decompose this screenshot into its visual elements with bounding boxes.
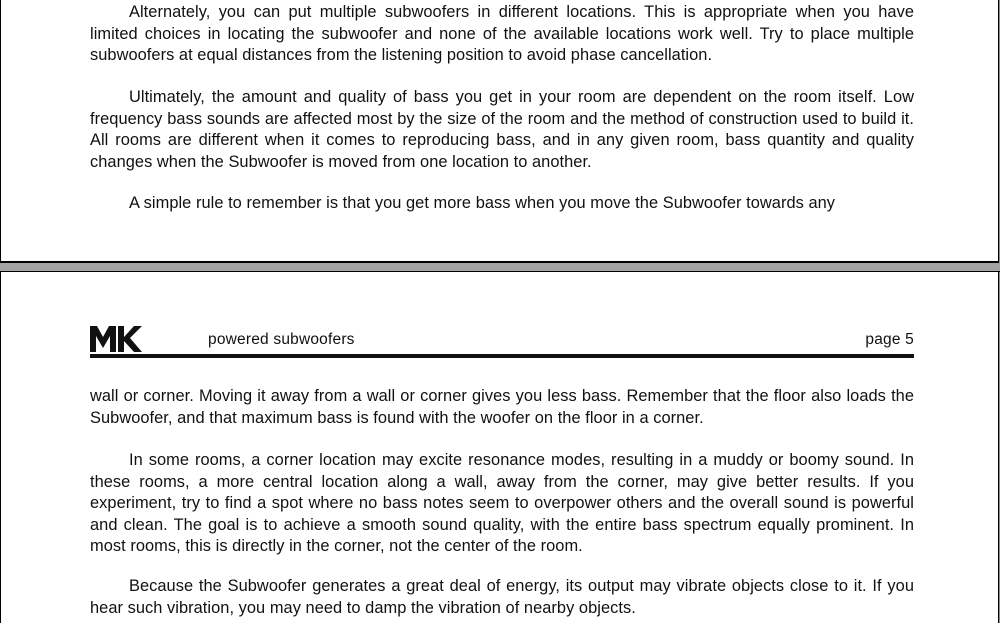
header-rule	[90, 354, 914, 358]
paragraph-continuation: wall or corner. Moving it away from a wall or corner gives you less bass. Remember that the floor also loads the Subwoofer, and that maximum bass is found with the woofer on the floor in a corner.	[90, 387, 914, 427]
page-4	[0, 0, 999, 263]
header-title: powered subwoofers	[208, 331, 355, 348]
page-5	[0, 271, 999, 623]
page-number: page 5	[865, 331, 914, 348]
paragraph: Ultimately, the amount and quality of bass you get in your room are dependent on the room itself. Low frequency bass sounds are affected most by the size of the room and the method of construction used to build it. All rooms are different when it comes to reproducing bass, and in any given room, bass quantity and quality changes when the Subwoofer is moved from one location to another.	[90, 88, 914, 171]
paragraph: Alternately, you can put multiple subwoofers in different locations. This is appropriate when you have limited choices in locating the subwoofer and none of the available locations work well. Try to place multiple subwoofers at equal distances from the listening position to avoid phase cancellation.	[90, 3, 914, 65]
running-header	[90, 326, 914, 356]
paragraph: A simple rule to remember is that you get more bass when you move the Subwoofer towards any	[129, 194, 836, 212]
paragraph: In some rooms, a corner location may excite resonance modes, resulting in a muddy or boomy sound. In these rooms, a more central location along a wall, away from the corner, may give better results. If you experiment, try to find a spot where no bass notes seem to overpower others and the overall sound is powerful and clean. The goal is to achieve a smooth sound quality, with the entire bass spectrum equally prominent. In most rooms, this is directly in the corner, not the center of the room.	[90, 451, 914, 556]
mk-logo	[90, 326, 142, 352]
paragraph: Because the Subwoofer generates a great deal of energy, its output may vibrate objects close to it. If you hear such vibration, you may need to damp the vibration of nearby objects.	[90, 577, 914, 617]
